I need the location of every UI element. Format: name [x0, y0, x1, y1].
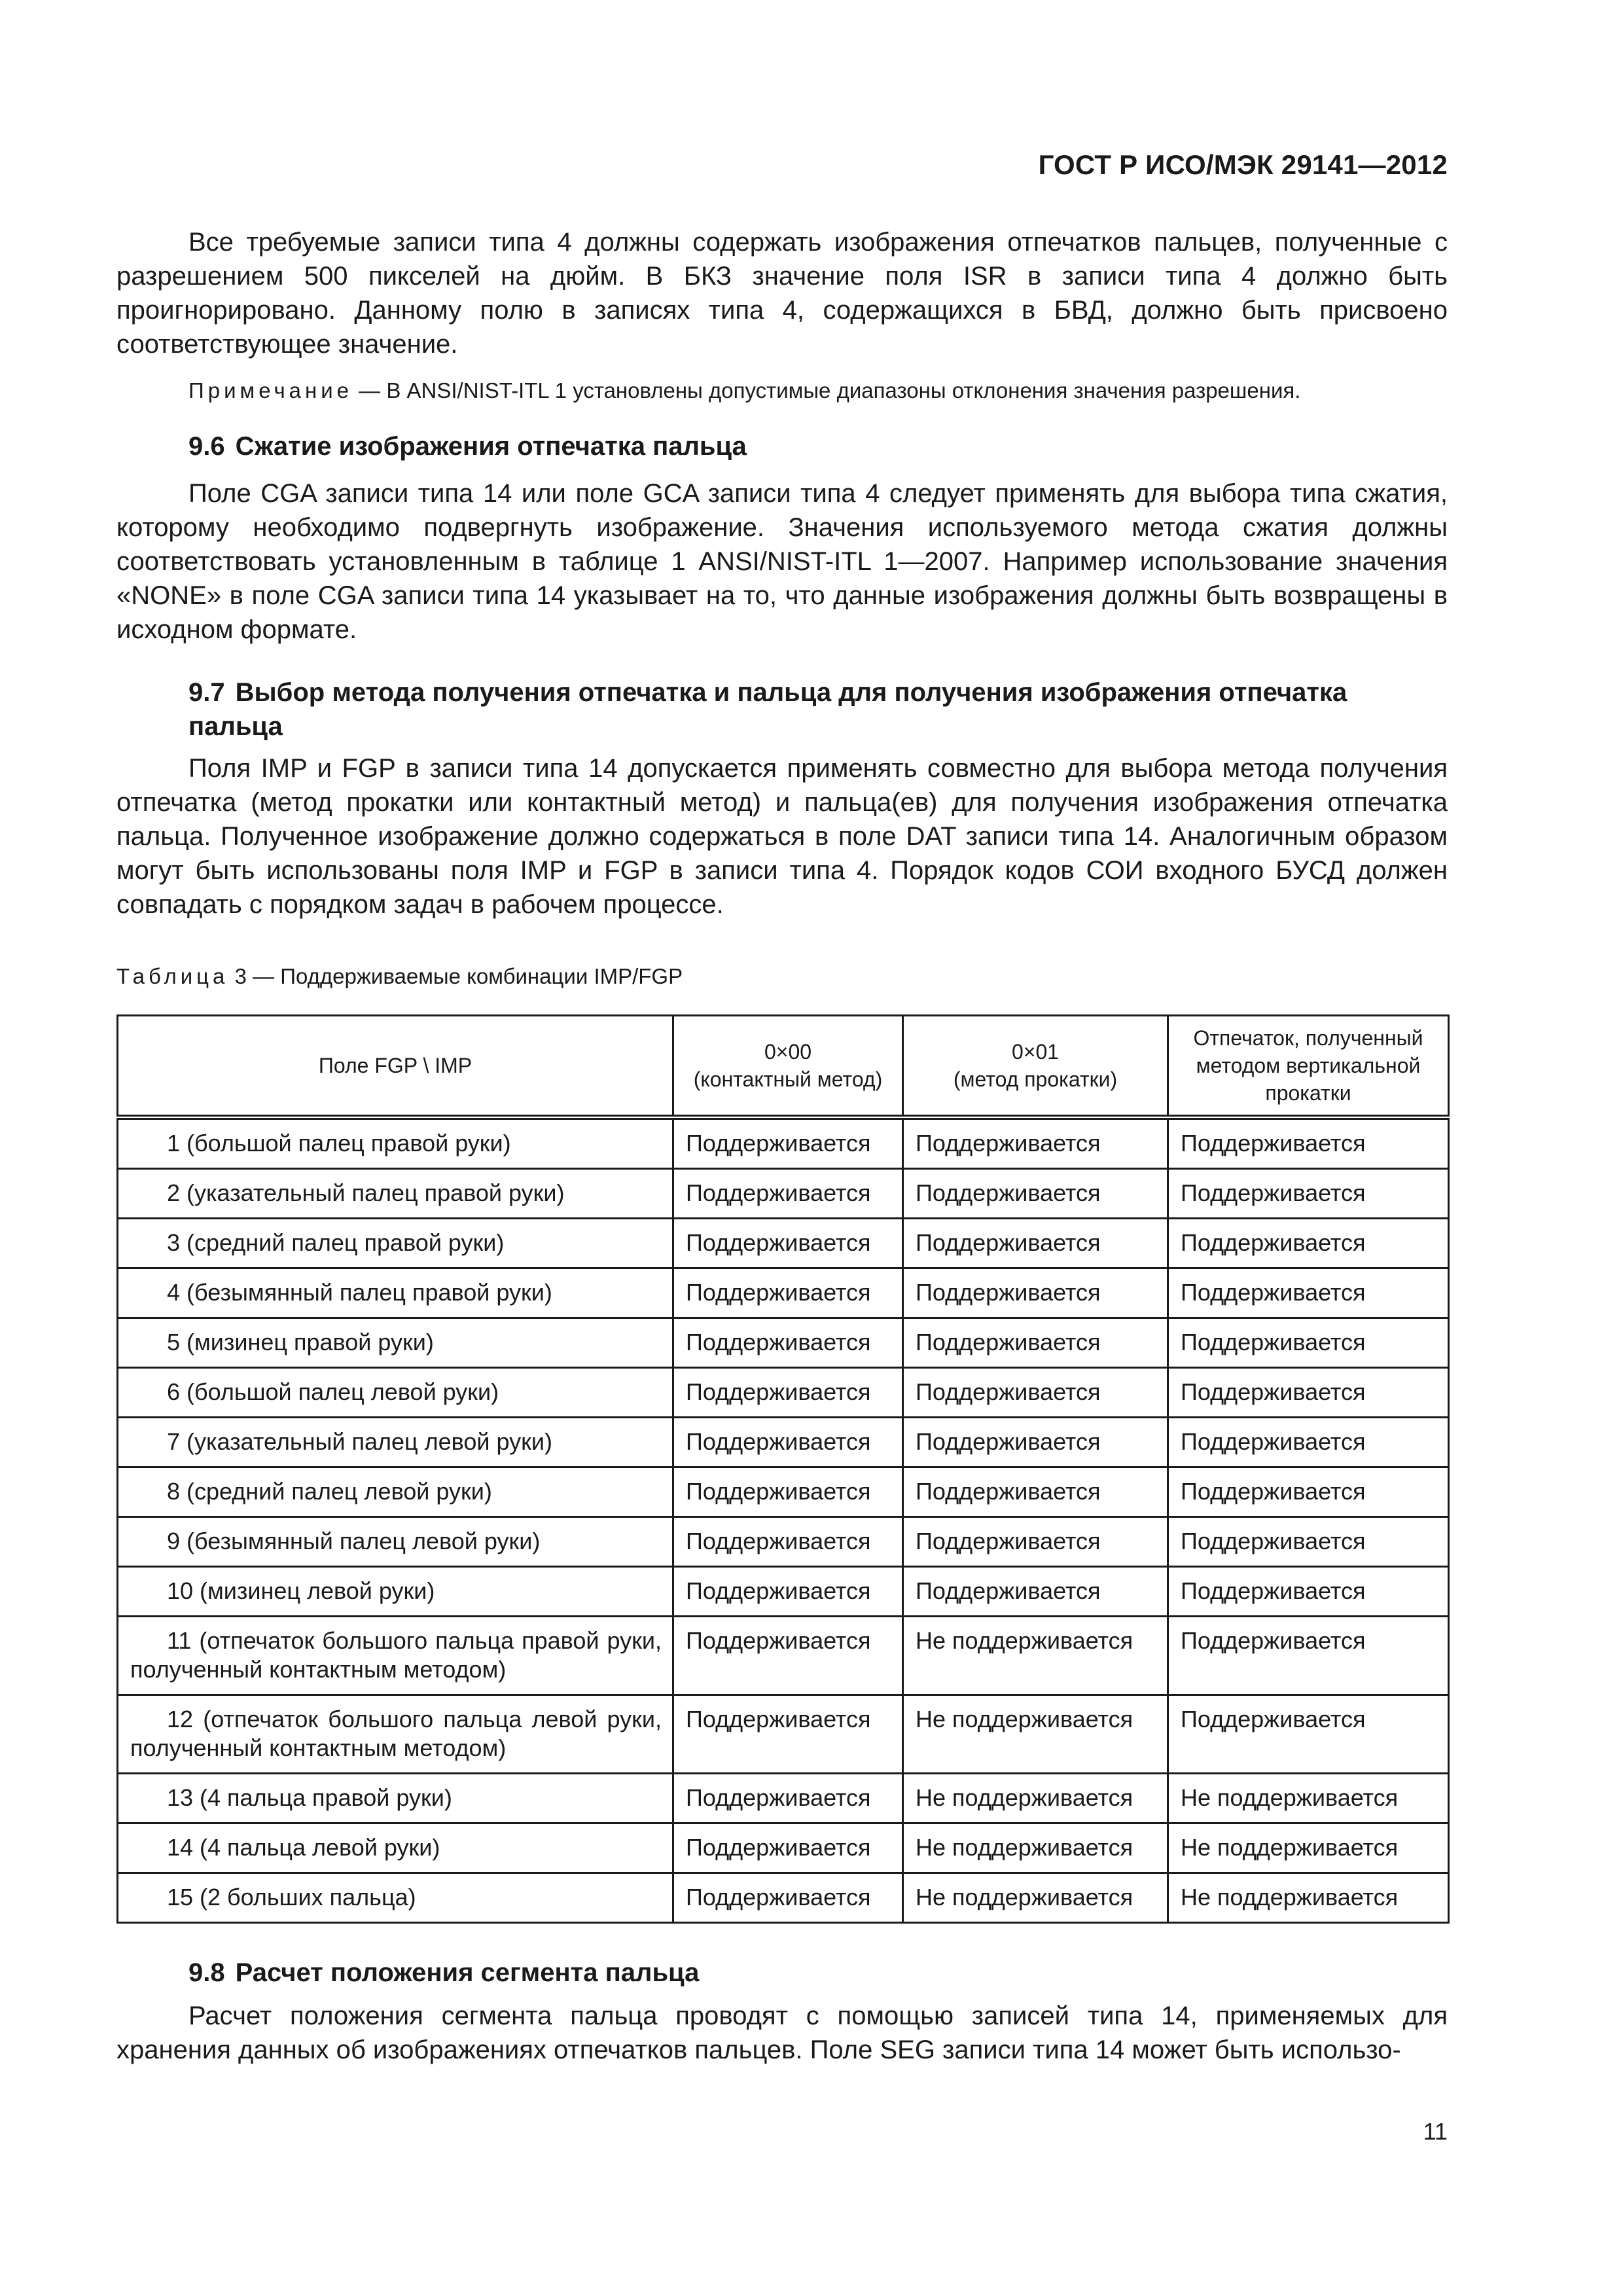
page-content: [116, 225, 1448, 361]
cell-fgp: 4 (безымянный палец правой руки): [118, 1268, 673, 1318]
section-text: Поле CGA записи типа 14 или поле GCA записи типа 4 следует применять для выбора типа сжатия, которому необходимо подвергнуть изображение. Значения используемого метода сжатия должны соответствовать установленным в таблице 1 ANSI/NIST-ITL 1—2007. Например использование значения «NONE» в поле CGA записи типа 14 указывает на то, что данные изображения должны быть возвращены в исходном формате.: [116, 479, 1448, 644]
document-code-header: ГОСТ Р ИСО/МЭК 29141—2012: [1038, 149, 1448, 180]
cell-fgp: 13 (4 пальца правой руки): [118, 1774, 673, 1823]
cell-support-status: Поддерживается: [903, 1517, 1168, 1567]
cell-support-status: Поддерживается: [903, 1567, 1168, 1617]
section-text: Поля IMP и FGP в записи типа 14 допускается применять совместно для выбора метода получения отпечатка (метод прокатки или контактный метод) и пальца(ев) для получения изображения отпечатка пальца. Полученное изображение должно содержаться в поле DAT записи типа 14. Аналогичным образом могут быть использованы поля IMP и FGP в записи типа 4. Порядок кодов СОИ входного БУСД должен совпадать с порядком задач в рабочем процессе.: [116, 754, 1448, 919]
header-roll-method: 0×01 (метод прокатки): [903, 1016, 1168, 1118]
section-heading: [116, 675, 1448, 744]
table-row: [118, 1695, 1449, 1774]
cell-fgp: 7 (указательный палец левой руки): [118, 1418, 673, 1467]
note-label: Примечание: [188, 378, 353, 403]
cell-support-status: Поддерживается: [673, 1567, 903, 1617]
cell-support-status: Поддерживается: [673, 1368, 903, 1418]
table-caption: [116, 962, 1448, 991]
table-row: [118, 1169, 1449, 1219]
table-row: [118, 1467, 1449, 1517]
cell-support-status: Поддерживается: [903, 1268, 1168, 1318]
section-heading: [116, 1956, 1448, 1990]
note-block: [116, 376, 1448, 405]
cell-support-status: Поддерживается: [1168, 1467, 1449, 1517]
table-row: [118, 1567, 1449, 1617]
table-body: [118, 1117, 1449, 1923]
cell-support-status: Поддерживается: [673, 1418, 903, 1467]
page-number: 11: [1423, 2118, 1448, 2145]
cell-support-status: Поддерживается: [673, 1774, 903, 1823]
cell-support-status: Поддерживается: [673, 1268, 903, 1318]
cell-support-status: Поддерживается: [673, 1517, 903, 1567]
table-row: [118, 1318, 1449, 1368]
cell-fgp: 8 (средний палец левой руки): [118, 1467, 673, 1517]
cell-fgp: 15 (2 больших пальца): [118, 1873, 673, 1923]
table-3: [116, 1014, 1450, 1924]
cell-fgp: 11 (отпечаток большого пальца правой руки, полученный контактным методом): [118, 1617, 673, 1695]
section-9-8: [116, 1956, 1448, 2067]
cell-fgp: 14 (4 пальца левой руки): [118, 1823, 673, 1873]
table-row: [118, 1117, 1449, 1169]
note: [116, 376, 1448, 405]
section-number: 9.7: [188, 678, 225, 707]
section-text: Расчет положения сегмента пальца проводят с помощью записей типа 14, применяемых для хранения данных об изображениях отпечатков пальцев. Поле SEG записи типа 14 может быть использо-: [116, 2001, 1448, 2064]
table-row: [118, 1823, 1449, 1873]
cell-support-status: Не поддерживается: [903, 1695, 1168, 1774]
cell-support-status: Поддерживается: [673, 1695, 903, 1774]
cell-support-status: Не поддерживается: [903, 1774, 1168, 1823]
cell-fgp: 1 (большой палец правой руки): [118, 1117, 673, 1169]
header-contact-method: 0×00 (контактный метод): [673, 1016, 903, 1118]
cell-support-status: Поддерживается: [1168, 1695, 1449, 1774]
cell-fgp: 5 (мизинец правой руки): [118, 1318, 673, 1368]
table-row: [118, 1268, 1449, 1318]
table-row: [118, 1517, 1449, 1567]
cell-support-status: Поддерживается: [903, 1117, 1168, 1169]
cell-support-status: Поддерживается: [1168, 1318, 1449, 1368]
cell-support-status: Поддерживается: [1168, 1268, 1449, 1318]
cell-support-status: Не поддерживается: [903, 1873, 1168, 1923]
cell-fgp: 3 (средний палец правой руки): [118, 1219, 673, 1268]
table-row: [118, 1774, 1449, 1823]
cell-support-status: Поддерживается: [903, 1219, 1168, 1268]
cell-support-status: Поддерживается: [1168, 1517, 1449, 1567]
cell-support-status: Поддерживается: [1168, 1567, 1449, 1617]
cell-support-status: Поддерживается: [673, 1117, 903, 1169]
table-row: [118, 1219, 1449, 1268]
cell-support-status: Не поддерживается: [1168, 1873, 1449, 1923]
table-row: [118, 1873, 1449, 1923]
cell-support-status: Поддерживается: [673, 1873, 903, 1923]
cell-support-status: Поддерживается: [1168, 1219, 1449, 1268]
table-3-block: [116, 962, 1448, 1924]
cell-support-status: Поддерживается: [673, 1318, 903, 1368]
cell-support-status: Поддерживается: [903, 1318, 1168, 1368]
cell-support-status: Поддерживается: [1168, 1368, 1449, 1418]
cell-fgp: 6 (большой палец левой руки): [118, 1368, 673, 1418]
table-header-row: [118, 1016, 1449, 1118]
cell-support-status: Поддерживается: [673, 1169, 903, 1219]
section-9-6: [116, 429, 1448, 647]
cell-support-status: Поддерживается: [1168, 1418, 1449, 1467]
table-caption-text: 3 — Поддерживаемые комбинации IMP/FGP: [228, 964, 683, 988]
cell-support-status: Поддерживается: [673, 1823, 903, 1873]
table-row: [118, 1368, 1449, 1418]
section-title: Сжатие изображения отпечатка пальца: [235, 432, 747, 461]
cell-fgp: 9 (безымянный палец левой руки): [118, 1517, 673, 1567]
table-row: [118, 1418, 1449, 1467]
section-9-7: [116, 675, 1448, 922]
section-title: Расчет положения сегмента пальца: [235, 1958, 700, 1987]
cell-support-status: Поддерживается: [673, 1219, 903, 1268]
cell-support-status: Поддерживается: [903, 1467, 1168, 1517]
cell-support-status: Поддерживается: [1168, 1169, 1449, 1219]
cell-support-status: Поддерживается: [1168, 1617, 1449, 1695]
cell-fgp: 10 (мизинец левой руки): [118, 1567, 673, 1617]
cell-support-status: Поддерживается: [903, 1418, 1168, 1467]
cell-support-status: Поддерживается: [673, 1467, 903, 1517]
cell-support-status: Не поддерживается: [903, 1823, 1168, 1873]
cell-support-status: Поддерживается: [1168, 1117, 1449, 1169]
header-vertical-roll: Отпечаток, полученный методом вертикальной прокатки: [1168, 1016, 1449, 1118]
cell-fgp: 2 (указательный палец правой руки): [118, 1169, 673, 1219]
header-fgp-imp: Поле FGP \ IMP: [118, 1016, 673, 1118]
cell-support-status: Не поддерживается: [903, 1617, 1168, 1695]
cell-fgp: 12 (отпечаток большого пальца левой руки, полученный контактным методом): [118, 1695, 673, 1774]
paragraph-type4-records: Все требуемые записи типа 4 должны содержать изображения отпечатков пальцев, полученные с разрешением 500 пикселей на дюйм. В БКЗ значение поля ISR в записи типа 4 должно быть проигнорировано. Данному полю в записях типа 4, содержащихся в БВД, должно быть присвоено соответствующее значение.: [116, 228, 1448, 359]
table-caption-label: Таблица: [116, 964, 229, 988]
section-number: 9.6: [188, 432, 225, 461]
cell-support-status: Поддерживается: [673, 1617, 903, 1695]
cell-support-status: Не поддерживается: [1168, 1774, 1449, 1823]
cell-support-status: Поддерживается: [903, 1169, 1168, 1219]
section-title: Выбор метода получения отпечатка и пальца для получения изображения отпечатка пальца: [188, 678, 1347, 741]
table-row: [118, 1617, 1449, 1695]
section-number: 9.8: [188, 1958, 225, 1987]
section-heading: [116, 429, 1448, 463]
note-text: — В ANSI/NIST-ITL 1 установлены допустимые диапазоны отклонения значения разрешения.: [353, 378, 1301, 403]
cell-support-status: Не поддерживается: [1168, 1823, 1449, 1873]
cell-support-status: Поддерживается: [903, 1368, 1168, 1418]
